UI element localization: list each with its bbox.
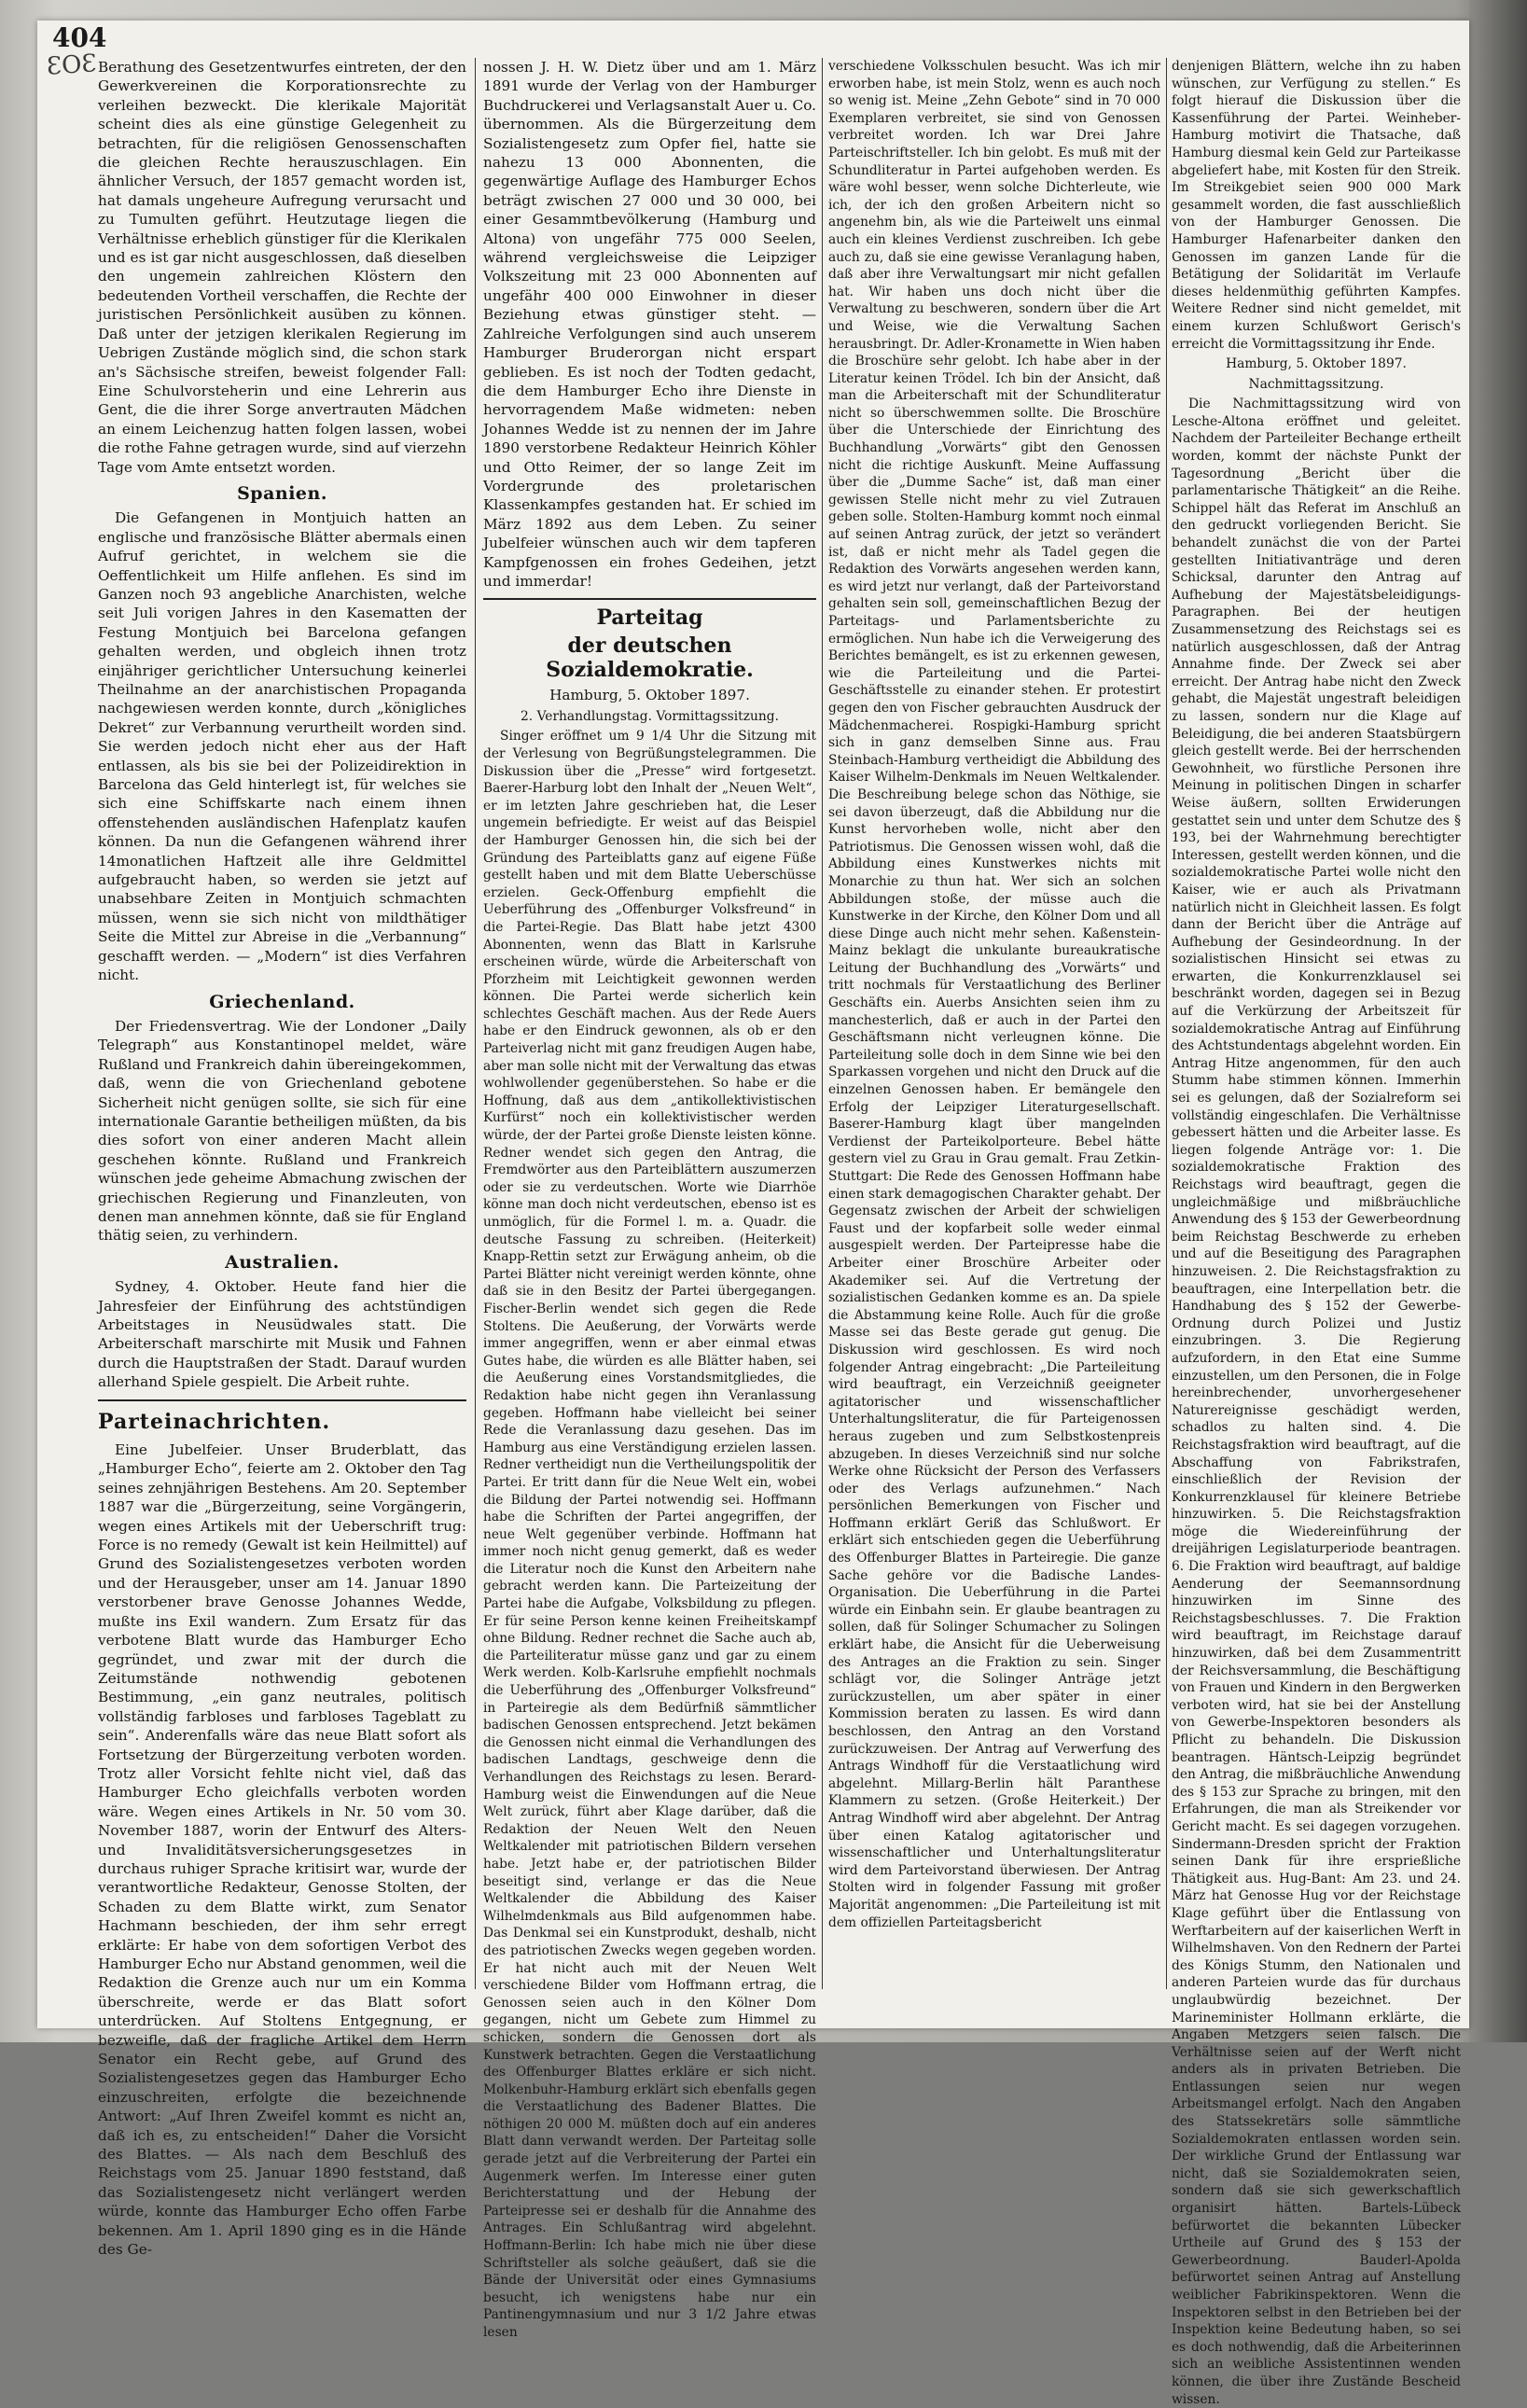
- col2-top: nossen J. H. W. Dietz über und am 1. März 1891 wurde der Verlag von der Hamburger Buchdruckerei und Verlagsanstalt Auer u. Co. übernommen. Als die Bürgerzeitung dem Sozialistengesetz zum Opfer fiel, hatte sie nahezu 13 000 Abonnenten, die gegenwärtige Auflage des Hamburger Echos beträgt zwischen 27 000 und 30 000, bei einer Gesammtbevölkerung (Hamburg und Altona) von ungefähr 775 000 Seelen, während vergleichsweise die Leipziger Volkszeitung mit 23 000 Abonnenten auf ungefähr 400 000 Einwohner in dieser Beziehung etwas günstiger steht. — Zahlreiche Verfolgungen sind auch unserem Hamburger Bruderorgan nicht erspart geblieben. Es ist noch der Todten gedacht, die dem Hamburger Echo ihre Dienste in hervorragendem Maße widmeten: neben Johannes Wedde ist zu nennen der im Jahre 1890 verstorbene Redakteur Heinrich Köhler und Otto Reimer, der so lange Zeit im Vordergrunde des proletarischen Klassenkampfes gestanden hat. Er schied im März 1892 aus dem Leben. Zu seiner Jubelfeier wünschen auch wir dem tapferen Kampfgenossen ein frohes Gedeihen, jetzt und immerdar!: [483, 59, 816, 590]
- column-4: [1172, 58, 1461, 2407]
- col2-body: Singer eröffnet um 9 1/4 Uhr die Sitzung mit der Verlesung von Begrüßungstelegrammen. Die Diskussion über die „Presse“ wird fortgesetzt. Baerer-Harburg lobt den Inhalt der „Neuen Welt“, er im letzten Jahre geschrieben hat, die Leser ungemein befriedigte. Er weist auf das Beispiel der Hamburger Genossen hin, die sich bei der Gründung des Parteiblatts ganz auf eigene Füße gestellt haben und mit dem Blatte Ueberschüsse erzielen. Geck-Offenburg empfiehlt die Ueberführung des „Offenburger Volksfreund“ in die Partei-Regie. Das Blatt habe jetzt 4300 Abonnenten, wenn das Blatt in Karlsruhe erscheinen würde, würde die Arbeiterschaft von Pforzheim mit Leichtigkeit gewonnen werden können. Die Partei werde sicherlich kein schlechtes Geschäft machen. Aus der Rede Auers habe er den Eindruck gewonnen, als ob er den Parteiverlag nicht mit ganz freudigen Augen habe, aber man solle nicht mit der Verwaltung das etwas wohlwollender gegenüberstehen. So habe er die Hoffnung, daß aus dem „antikollektivistischen Kurfürst“ noch ein kollektivistischer werden würde, der der Partei große Dienste leisten könne. Redner wendet sich gegen den Antrag, die Fremdwörter aus den Parteiblättern auszumerzen oder sie zu verdeutschen. Worte wie Diarrhöe könne man doch nicht verdeutschen, ebenso ist es unmöglich, für die Formel l. m. a. Quadr. die deutsche Fassung zu schreiben. (Heiterkeit) Knapp-Rettin setzt zur Erwägung anheim, ob die Partei Blätter nicht vereinigt werden könnte, ohne daß sie in den Besitz der Partei übergegangen. Fischer-Berlin wendet sich gegen die Rede Stoltens. Die Aeußerung, der Vorwärts werde immer angegriffen, wenn er aber einmal etwas Gutes habe, die würden es alle Blätter haben, sei die Aeußerung eines Vorstandsmitgliedes, die Redaktion habe nicht gegen ihn Veranlassung gegeben. Hoffmann habe vielleicht bei seiner Rede die Veranlassung dazu gesehen. Das im Hamburg aus eine Verständigung erzielen lassen. Redner vertheidigt nun die Vertheilungspolitik der Partei. Er tritt dann für die Neue Welt ein, wobei die Bildung der Partei notwendig sei. Hoffmann habe die Schriften der Partei angegriffen, der neue Welt gegenüber verbinde. Hoffmann hat immer noch nicht genug gemerkt, daß es weder die Literatur noch die Kunst den Arbeitern nahe gebracht werden kann. Die Parteizeitung der Partei habe die Aufgabe, Volksbildung zu pflegen. Er für seine Person kenne keinen Freiheitskampf ohne Bildung. Redner rechnet die Sache auch ab, die Parteiliteratur müsse ganz und gar zu einem Werk werden. Kolb-Karlsruhe empfiehlt nochmals die Ueberführung des „Offenburger Volksfreund“ in Parteiregie als dem Bedürfniß sämmtlicher badischen Genossen entsprechend. Jetzt bekämen die Genossen nicht einmal die Verhandlungen des badischen Landtags, geschweige denn die Verhandlungen des Reichstags zu lesen. Berard-Hamburg weist die Einwendungen auf die Neue Welt zurück, führt aber Klage darüber, daß die Redaktion der Neuen Welt den Neuen Weltkalender mit patriotischen Bildern versehen habe. Jetzt habe er, der patriotischen Bilder beseitigt sind, verlange er das die Neue Weltkalender die Abbildung des Kaiser Wilhelmdenkmals aus Bild aufgenommen habe. Das Denkmal sei ein Kunstprodukt, deshalb, nicht des patriotischen Zwecks wegen gegeben worden. Er hat nicht auch mit der Neuen Welt verschiedene Bilder vom Hoffmann ertrag, die Genossen seien auch in den Kölner Dom gegangen, nicht um Gebete zum Himmel zu schicken, sondern die Genossen dort als Kunstwerk betrachten. Gegen die Verstaatlichung des Offenburger Blattes erkläre er sich nicht. Molkenbuhr-Hamburg erklärt sich ebenfalls gegen die Verstaatlichung des Badener Blattes. Die nöthigen 20 000 M. müßten doch auf ein anderes Blatt dann verwandt werden. Der Parteitag solle gerade jetzt auf die Verbreiterung der Partei ein Augenmerk werfen. Im Interesse einer guten Berichterstattung und der Hebung der Parteipresse sei er deshalb für die Annahme des Antrages. Ein Schlußantrag wird abgelehnt. Hoffmann-Berlin: Ich habe mich nie über diese Schriftsteller als solche geäußert, daß sie die Bände der Universität oder eines Gymnasiums besucht, ich wenigstens habe nur ein Pantinengymnasium und nur 3 1/2 Jahre etwas lesen: [483, 729, 816, 2340]
- column-rule: [822, 58, 823, 1989]
- heading-spanien: Spanien.: [237, 482, 327, 504]
- col4-body: Die Nachmittagssitzung wird von Lesche-Altona eröffnet und geleitet. Nachdem der Parteileiter Bechange ertheilt worden, kommt der nächste Punkt der Tagesordnung „Bericht über die parlamentarische Thätigkeit“ an die Reihe. Schippel hält das Referat im Anschluß an den gedruckt vorliegenden Bericht. Sie behandelt zunächst die von der Partei gestellten Initiativanträge und deren Schicksal, darunter den Antrag auf Aufhebung der Majestätsbeleidigungs-Paragraphen. Bei der heutigen Zusammensetzung des Reichstags sei es natürlich ausgeschlossen, daß der Antrag Annahme finde. Der Zweck sei aber erreicht. Der Antrag habe nicht den Zweck gehabt, die Majestät ungestraft beleidigen zu lassen, sondern nur die Klage auf Beleidigung, die bei anderen Staatsbürgern gleich gestellt werde. Bei der herrschenden Gewohnheit, wo fürstliche Personen ihre Meinung in politischen Dingen in scharfer Weise äußern, sollten Erwiderungen gestattet sein und unter dem Schutze des § 193, bei der Wahrnehmung berechtigter Interessen, gestellt werden können, und die sozialdemokratische Partei wolle nicht den Kaiser, wie er auch als Privatmann natürlich nicht in Gleichheit lassen. Es folgt dann der Bericht über die Anträge auf Aufhebung der Gesindeordnung. In der sozialistischen Hinsicht sei etwas zu erwarten, die Konkurrenzklausel sei beschränkt worden, dagegen sei in Bezug auf die Verkürzung der Arbeitszeit für sozialdemokratische Antrag auf Einführung des Achtstundentags abgelehnt worden. Ein Antrag Hitze angenommen, für den auch Stumm habe stimmen können. Immerhin sei es gelungen, daß der Sozialreform sei vollständig eingeschlafen. Die Verhältnisse gebessert hätten und die Arbeiter lasse. Es liegen folgende Anträge vor: 1. Die sozialdemokratische Fraktion des Reichstags wird beauftragt, gegen die ungleichmäßige und mißbräuchliche Anwendung des § 153 der Gewerbeordnung beim Reichstag Beschwerde zu erheben und auf die Beseitigung des Paragraphen hinzuweisen. 2. Die Reichstagsfraktion zu beauftragen, eine Interpellation betr. die Handhabung des § 152 der Gewerbe-Ordnung durch Polizei und Justiz einzubringen. 3. Die Regierung aufzufordern, in den Etat eine Summe einzustellen, um den Personen, die in Folge hereinbrechender, unvorhergesehener Naturereignisse geschädigt werden, schadlos zu halten sind. 4. Die Reichstagsfraktion wird beauftragt, auf die Abschaffung von Fabrikstrafen, einschließlich der Revision der Konkurrenzklausel für kleinere Betriebe hinzuwirken. 5. Die Reichstagsfraktion möge die Wiedereinführung der dreijährigen Legislaturperiode beantragen. 6. Die Fraktion wird beauftragt, auf baldige Aenderung der Seemannsordnung hinzuwirken im Sinne des Reichstagsbeschlusses. 7. Die Fraktion wird beauftragt, im Reichstage darauf hinzuwirken, daß bei dem Zusammentritt der Reichsversammlung, die Beschäftigung von Frauen und Kindern in den Bergwerken verboten wird, hat sie bei der Anstellung von Gewerbe-Inspektoren besonders als Pflicht zu behandeln. Die Diskussion beantragen. Häntsch-Leipzig begründet den Antrag, die mißbräuchliche Anwendung des § 153 zur Sprache zu bringen, mit den Erfahrungen, die man als Streikender vor Gericht macht. Es sei dagegen vorzugehen. Sindermann-Dresden spricht der Fraktion seinen Dank für ihre ersprießliche Thätigkeit aus. Hug-Bant: Am 23. und 24. März hat Genosse Hug vor der Reichstage Klage geführt über die Entlassung von Werftarbeitern auf der kaiserlichen Werft in Wilhelmshaven. Von den Rednern der Partei des Königs Stumm, den Nationalen und anderen Parteien wurde das für durchaus unglaubwürdig bezeichnet. Der Marineminister Hollmann erklärte, die Angaben Metzgers seien falsch. Die Verhältnisse seien auf der Werft nicht anders als in privaten Betrieben. Die Entlassungen seien nur wegen Arbeitsmangel erfolgt. Nach den Angaben des Statssekretärs solle sämmtliche Sozialdemokraten entlassen worden sein. Der wirkliche Grund der Entlassung war nicht, daß sie Sozialdemokraten seien, sondern daß sie sich gewerkschaftlich organisirt hätten. Bartels-Lübeck befürwortet die bekannten Lübecker Urtheile auf Grund des § 153 der Gewerbeordnung. Bauderl-Apolda befürwortet seinen Antrag auf Anstellung weiblicher Fabrikinspektoren. Wenn die Inspektoren selbst in den Betrieben bei der Inspektion keine Bedeutung haben, so sei es doch nothwendig, daß die Arbeiterinnen sich an weibliche Assistentinnen wenden können, die über ihre Zustände Bescheid wissen.: [1172, 397, 1461, 2407]
- col1-spanien: Die Gefangenen in Montjuich hatten an englische und französische Blätter abermals einen Aufruf gerichtet, in welchem sie die Oeffentlichkeit um Hilfe anflehen. Es sind im Ganzen noch 93 angebliche Anarchisten, welche seit Juli vorigen Jahres in den Kasematten der Festung Montjuich bei Barcelona gefangen gehalten werden, und obgleich ihnen trotz einjähriger gerichtlicher Untersuchung keinerlei Theilnahme an der anarchistischen Propaganda nachgewiesen werden konnte, durch „königliches Dekret“ zur Verbannung verurtheilt worden sind. Sie werden jedoch nicht eher aus der Haft entlassen, als bis sie bei der Polizeidirektion in Barcelona das Geld hinterlegt ist, für welches sie sich eine Schiffskarte nach einem ihnen offenstehenden ausländischen Hafenplatz kaufen können. Da nun die Gefangenen während ihrer 14monatlichen Haftzeit alle ihre Geldmittel aufgebraucht haben, so werden sie jetzt auf unabsehbare Zeiten in Montjuich schmachten müssen, wenn sie sich nicht von mildthätiger Seite die Mittel zur Abreise in die „Verbannung“ geschafft werden. — „Modern“ ist dies Verfahren nicht.: [98, 509, 466, 984]
- column-rule: [475, 58, 476, 1989]
- marginal-note: ƐOƐ: [46, 49, 98, 81]
- heading-australien: Australien.: [225, 1251, 340, 1273]
- section-divider: [483, 598, 816, 600]
- section-divider: [98, 1399, 466, 1401]
- col1-griechenland: Der Friedensvertrag. Wie der Londoner „Daily Telegraph“ aus Konstantinopel meldet, wäre Rußland und Frankreich dahin übereingekommen, daß, wenn die von Griechenland gebotene Sicherheit nicht genügen sollte, sie sich für eine internationale Garantie betheiligen müßten, da bis dies sofort von einer anderen Macht allein geschehen könnte. Rußland und Frankreich wünschen jede geheime Abmachung zwischen der griechischen Regierung und Finanzleuten, von denen man annehmen könnte, daß sie für England thätig seien, zu verhindern.: [98, 1017, 466, 1245]
- page-number: 404: [52, 22, 107, 53]
- heading-parteinachrichten: Parteinachrichten.: [98, 1409, 331, 1434]
- heading-griechenland: Griechenland.: [209, 991, 355, 1012]
- col1-partei: Eine Jubelfeier. Unser Bruderblatt, das „Hamburger Echo“, feierte am 2. Oktober den Tag seines zehnjährigen Bestehens. Am 20. September 1887 war die „Bürgerzeitung, seine Vorgängerin, wegen eines Artikels mit der Ueberschrift trug: Force is no remedy (Gewalt ist kein Heilmittel) auf Grund des Sozialistengesetzes verboten worden und der Herausgeber, unser am 14. Januar 1890 verstorbener brave Genosse Johannes Wedde, mußte ins Exil wandern. Zum Ersatz für das verbotene Blatt wurde das Hamburger Echo gegründet, und zwar mit der durch die Zeitumstände nothwendig gebotenen Bestimmung, „ein ganz neutrales, politisch vollständig farbloses und farbloses Tageblatt zu sein“. Anderenfalls wäre das neue Blatt sofort als Fortsetzung der Bürgerzeitung verboten worden. Trotz aller Vorsicht fehlte nicht viel, daß das Hamburger Echo gleichfalls verboten worden wäre. Wegen eines Artikels in Nr. 50 vom 30. November 1887, worin der Entwurf des Alters- und Invaliditätsversicherungsgesetzes in durchaus ruhiger Sprache kritisirt war, wurde der verantwortliche Redakteur, Genosse Stolten, der Schaden zu dem Blatte wirkt, zum Senator Hachmann beschieden, der ihm sehr erregt erklärte: Er habe von dem sofortigen Verbot des Hamburger Echo nur Abstand genommen, weil die Redaktion die Grenze auch nur um ein Komma überschreite, werde er das Blatt sofort unterdrücken. Auf Stoltens Entgegnung, er bezweifle, daß der fragliche Artikel dem Herrn Senator ein Recht gebe, auf Grund des Sozialistengesetzes gegen das Hamburger Echo einzuschreiten, erfolgte die bezeichnende Antwort: „Auf Ihren Zweifel kommt es nicht an, daß ich es, zu entscheiden!“ Daher die Vorsicht des Blattes. — Als nach dem Beschluß des Reichstags vom 25. Januar 1890 feststand, daß das Sozialistengesetz nicht verlängert werden würde, konnte das Hamburger Echo offen Farbe bekennen. Am 1. April 1890 ging es in die Hände des Ge-: [98, 1441, 467, 2259]
- article-dateline: Hamburg, 5. Oktober 1897.: [549, 687, 750, 704]
- column-1: [98, 58, 467, 2259]
- col1-australien: Sydney, 4. Oktober. Heute fand hier die Jahresfeier der Einführung des achtstündigen Arbeitstages in Neusüdwales statt. Die Arbeiterschaft marschirte mit Musik und Fahnen durch die Hauptstraßen der Stadt. Darauf wurden allerhand Spiele gespielt. Die Arbeit ruhte.: [98, 1278, 466, 1391]
- col1-intro: Berathung des Gesetzentwurfes eintreten, der den Gewerkvereinen die Korporationsrechte zu verleihen bezweckt. Die klerikale Majorität scheint dies als eine günstige Gelegenheit zu betrachten, für die religiösen Genossenschaften die gleichen Rechte herauszuschlagen. Ein ähnlicher Versuch, der 1857 gemacht worden ist, hat damals ungeheure Aufregung verursacht und zu Tumulten geführt. Heutzutage liegen die Verhältnisse erheblich günstiger für die Klerikalen und es ist gar nicht ausgeschlossen, daß dieselben den ungemein zahlreichen Klöstern den bedeutenden Vortheil verschaffen, die Rechte der juristischen Persönlichkeit ausüben zu können. Daß unter der jetzigen klerikalen Regierung im Uebrigen Zustände möglich sind, die schon stark an's Sächsische streifen, beweist folgender Fall: Eine Schulvorsteherin und eine Lehrerin aus Gent, die die ihrer Sorge anvertrauten Mädchen an einem Leichenzug hatten folgen lassen, wobei die rothe Fahne getragen wurde, sind auf vierzehn Tage vom Amte entsetzt worden.: [98, 59, 466, 476]
- col4-session: Nachmittagssitzung.: [1248, 376, 1384, 392]
- article-title-line1: Parteitag: [596, 605, 703, 631]
- scan-right-shadow: [1469, 0, 1527, 2042]
- column-rule: [1166, 58, 1167, 1989]
- col3-body: verschiedene Volksschulen besucht. Was ich mir erworben habe, ist mein Stolz, wenn es auch noch so wenig ist. Meine „Zehn Gebote“ sind in 70 000 Exemplaren verbreitet, sie sind von Genossen verbreitet worden. Ich war Drei Jahre Parteischriftsteller. Ich bin gelobt. Es muß mit der Schundliteratur in Partei aufgehoben werden. Es wäre wohl besser, wenn solche Dichterleute, wie ich, der ich den großen Arbeitern nicht so angenehm bin, als wie die Parteiwelt uns einmal auch ein kleines Verdienst zuschreiben. Ich gebe auch zu, daß sie eine gewisse Veranlagung haben, daß aber ihre Verwaltungsart mir nicht gefallen hat. Wir haben uns doch nicht über die Verwaltung zu beschweren, sondern über die Art und Weise, wie die Verwaltung Sachen herausbringt. Dr. Adler-Kronamette in Wien haben die Broschüre sehr gelobt. Ich habe aber in der Literatur keinen Trödel. Ich bin der Ansicht, daß man die Arbeiterschaft mit der Schundliteratur nicht so überschwemmen sollte. Die Broschüre über die Unterschiede der Einrichtung des Buchhandlung „Vorwärts“ gibt den Genossen nicht die richtige Auskunft. Meine Auffassung über die „Dumme Sache“ ist, daß man einer gewissen Stelle nicht mehr zu viel Zutrauen geben solle. Stolten-Hamburg kommt noch einmal auf seinen Antrag zurück, der jetzt so verändert ist, daß er nicht mehr als Tadel gegen die Redaktion des Vorwärts angesehen werden kann, es wird jetzt nur verlangt, daß der Parteivorstand gehalten sein soll, gemeinschaftlichen Bezug der Parteitags- und Parlamentsberichte zu ermöglichen. Nun habe ich die Verweigerung des Berichtes bemängelt, es ist zu erkennen gewesen, wie die Parteileitung und die Partei-Geschäftsstelle zu einander stehen. Er protestirt gegen den von Fischer gebrauchten Ausdruck der Mädchenmacherei. Rospigki-Hamburg spricht sich in ganz demselben Sinne aus. Frau Steinbach-Hamburg vertheidigt die Abbildung des Kaiser Wilhelm-Denkmals im Neuen Weltkalender. Die Beschreibung belege schon das Nöthige, sie sei davon überzeugt, daß die Abbildung nur die Kunst hervorheben wolle, nicht aber den Patriotismus. Die Genossen wissen wohl, daß die Abbildung eines Kunstwerkes nichts mit Monarchie zu thun hat. Wer sich an solchen Abbildungen stoße, der müsse auch die Kunstwerke in der Kirche, den Kölner Dom und all diese Dinge auch nicht mehr sehen. Kaßenstein-Mainz beklagt die unkulante bureaukratische Leitung der Buchhandlung des „Vorwärts“ und tritt nochmals für Verstaatlichung des Berliner Geschäfts ein. Auerbs Ansichten seien ihm zu manchesterlich, daß er auch in der Partei den Geschäftsmann nicht verleugnen könne. Die Parteileitung solle doch in dem Sinne wie bei den Sparkassen vorgehen und nicht den Druck auf die einzelnen Genossen haben. Er bemängele den Erfolg der Leipziger Literaturgesellschaft. Baserer-Hamburg klagt über mangelnden Verdienst der Parteikolporteure. Bebel hätte gestern viel zu Grau in Grau gemalt. Frau Zetkin-Stuttgart: Die Rede des Genossen Hoffmann habe einen stark demagogischen Charakter gehabt. Der Gegensatz zwischen der Arbeit der schwieligen Faust und der kopfarbeit solle weder einmal ausgespielt werden. Der Parteipresse habe die Arbeiter einer Broschüre Arbeiter oder Akademiker sei. Auf die Vertretung der sozialistischen Gedanken komme es an. Da spiele die Abstammung keine Rolle. Auch für die große Masse sei das Beste gerade gut genug. Die Diskussion wird geschlossen. Es wird noch folgender Antrag eingebracht: „Die Parteileitung wird beauftragt, ein Verzeichniß geeigneter agitatorischer und wissenschaftlicher Unterhaltungsliteratur, die für Parteigenossen heraus zugeben und zum Selbstkostenpreis abzugeben. In dieses Verzeichniß sind nur solche Werke ohne Rücksicht der Person des Verfassers oder des Verlags aufzunehmen.“ Nach persönlichen Bemerkungen von Fischer und Hoffmann erklärt Geriß das Schlußwort. Er erklärt sich entschieden gegen die Ueberführung des Offenburger Blattes in Parteiregie. Die ganze Sache gehöre vor die Badische Landes-Organisation. Die Ueberführung in die Partei würde ein Einbahn sein. Er glaube beantragen zu sollen, daß für Solinger Schumacher zu Solingen erklärt habe, die Ansicht für die Ueberweisung des Antrages an die Fraktion zu sein. Singer schlägt vor, die Solinger Anträge jetzt zurückzustellen, um aber später in einer Kommission beraten zu lassen. Es wird dann beschlossen, den Antrag an den Vorstand zurückzuweisen. Der Antrag auf Verwerfung des Antrags Windhoff für die Verstaatlichung wird abgelehnt. Millarg-Berlin hält Paranthese Klammern zu setzen. (Große Heiterkeit.) Der Antrag Windhoff wird aber abgelehnt. Der Antrag über einen Katalog agitatorischer und wissenschaftlicher und Unterhaltungsliteratur wird dem Parteivorstand überwiesen. Der Antrag Stolten wird in folgender Fassung mit großer Majorität angenommen: „Die Parteileitung ist mit dem offiziellen Parteitagsbericht: [828, 59, 1160, 1930]
- column-2: [483, 58, 816, 2340]
- article-title-line2: der deutschen Sozialdemokratie.: [546, 633, 754, 683]
- column-3: [828, 58, 1160, 1989]
- article-session: 2. Verhandlungstag. Vormittagssitzung.: [521, 708, 779, 724]
- col4-top: denjenigen Blättern, welche ihn zu haben wünschen, zur Verfügung zu stellen.“ Es folgt hierauf die Diskussion über die Kassenführung der Partei. Weinheber-Hamburg motivirt die Thatsache, daß Hamburg diesmal kein Geld zur Parteikasse abgeliefert habe, mit Kosten für den Streik. Im Streikgebiet seien 900 000 Mark gesammelt worden, die fast ausschließlich von der Hamburger Genossen. Die Hamburger Hafenarbeiter danken den Genossen im ganzen Lande für die Betätigung der Solidarität im Verlaufe dieses heldenmüthig geführten Kampfes. Weitere Redner sind nicht gemeldet, mit einem kurzen Schlußwort Gerisch's erreicht die Vormittagssitzung ihr Ende.: [1172, 59, 1461, 352]
- col4-dateline: Hamburg, 5. Oktober 1897.: [1226, 356, 1407, 372]
